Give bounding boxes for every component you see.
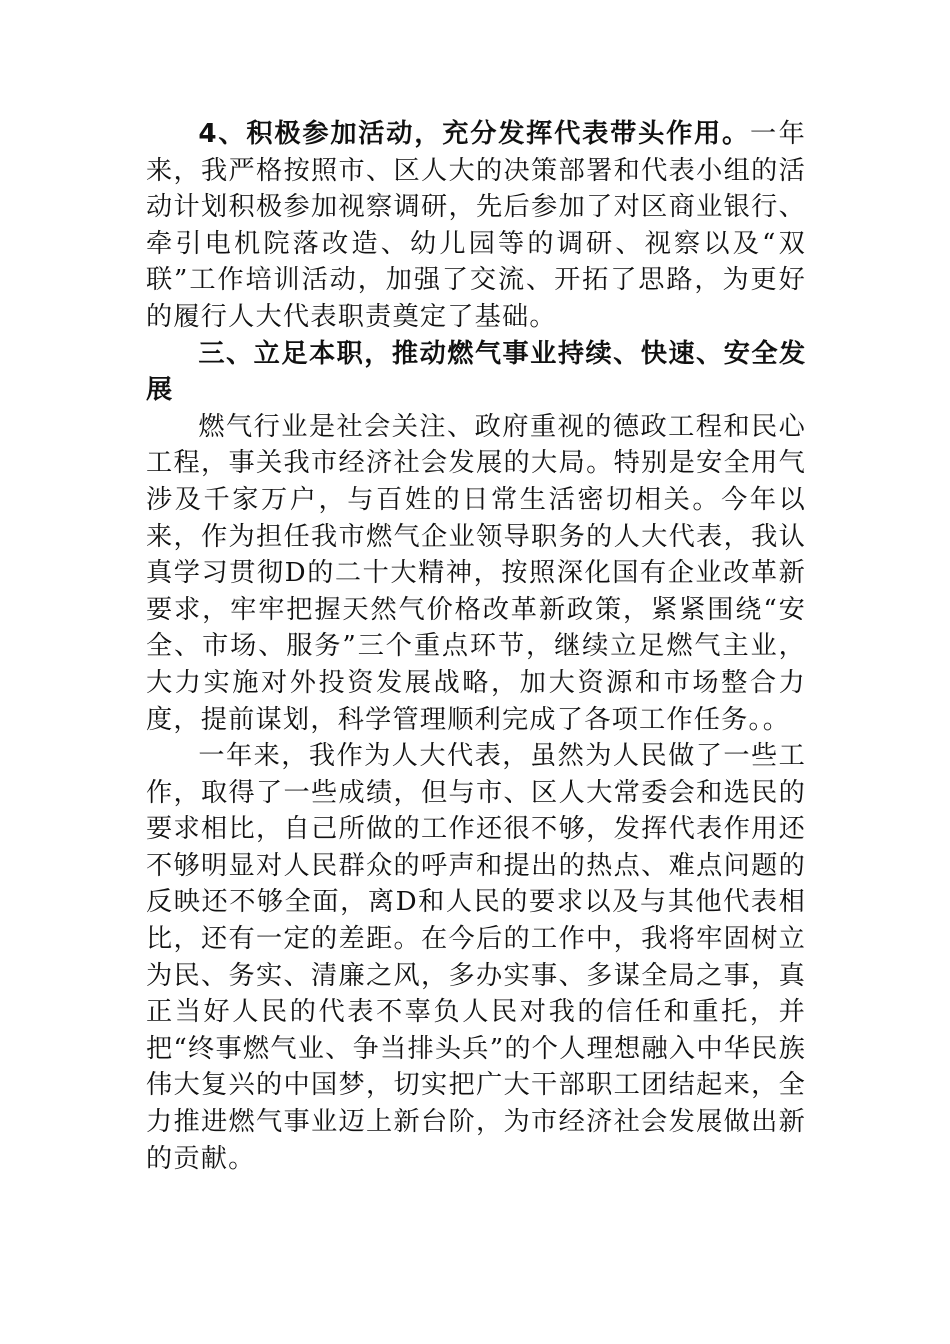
closing-paragraph: 一年来，我作为人大代表，虽然为人民做了一些工作，取得了一些成绩，但与市、区人大常委会和选民的要求相比，自己所做的工作还很不够，发挥代表作用还不够明显对人民群众的呼声和提出的热点、难点问题的反映还不够全面，离D和人民的要求以及与其他代表相比，还有一定的差距。在今后的工作中，我将牢固树立为民、务实、清廉之风，多办实事、多谋全局之事，真正当好人民的代表不辜负人民对我的信任和重托，并把“终事燃气业、争当排头兵”的个人理想融入中华民族伟大复兴的中国梦，切实把广大干部职工团结起来，全力推进燃气事业迈上新台阶，为市经济社会发展做出新的贡献。 [146, 741, 806, 1174]
paragraph-item-4 [146, 116, 806, 336]
section-3-paragraph: 燃气行业是社会关注、政府重视的德政工程和民心工程，事关我市经济社会发展的大局。特别是安全用气涉及千家万户，与百姓的日常生活密切相关。今年以来，作为担任我市燃气企业领导职务的人大代表，我认真学习贯彻D的二十大精神，按照深化国有企业改革新要求，牢牢把握天然气价格改革新政策，紧紧围绕“安全、市场、服务”三个重点环节，继续立足燃气主业，大力实施对外投资发展战略，加大资源和市场整合力度，提前谋划，科学管理顺利完成了各项工作任务。。 [146, 411, 806, 735]
item-4-text: 一年来，我严格按照市、区人大的决策部署和代表小组的活动计划积极参加视察调研，先后参加了对区商业银行、牵引电机院落改造、幼儿园等的调研、视察以及“双联”工作培训活动，加强了交流、开拓了思路，为更好的履行人大代表职责奠定了基础。 [146, 119, 806, 332]
section-3-heading: 三、立足本职，推动燃气事业持续、快速、安全发展 [146, 338, 806, 406]
item-4-heading: 4、积极参加活动，充分发挥代表带头作用。 [198, 119, 751, 149]
document-body [146, 116, 806, 1177]
